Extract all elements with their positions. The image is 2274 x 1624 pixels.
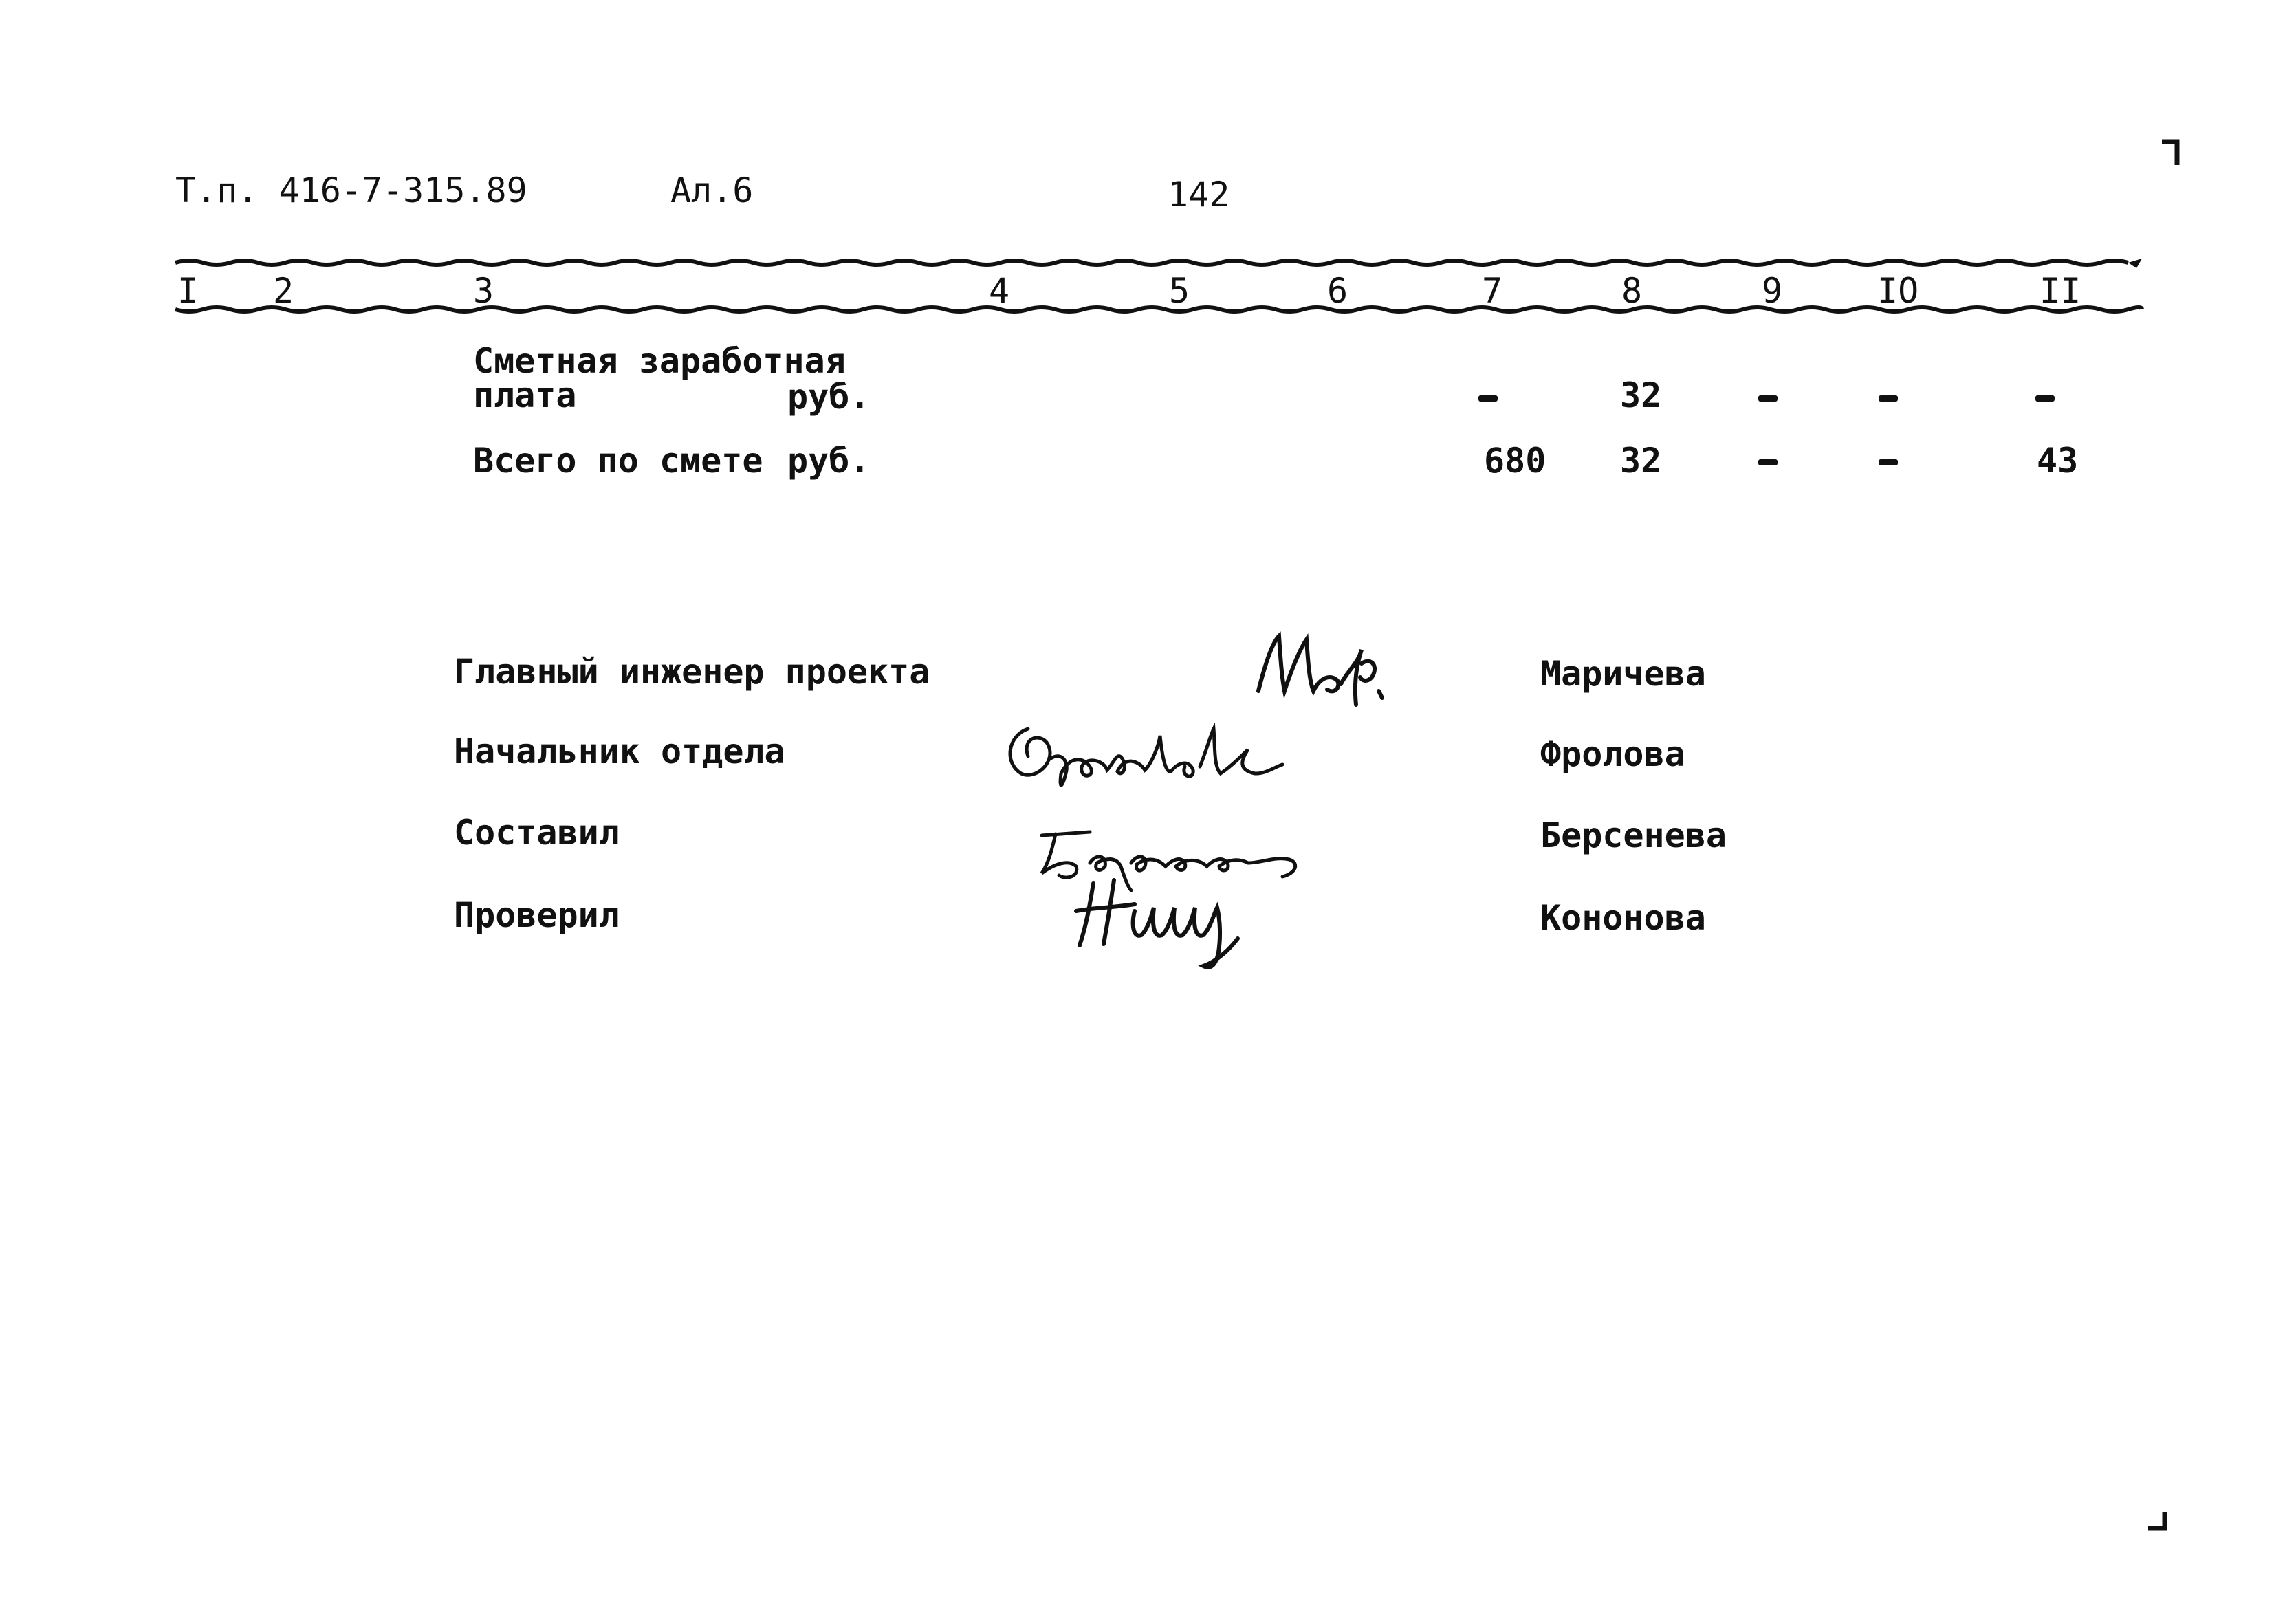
column-number-7: 7 [1482,271,1503,311]
signature-role-checked-by: Проверил [454,895,620,935]
column-number-4: 4 [989,271,1010,311]
value-col8: 32 [1620,375,1662,415]
table-rule-bottom [175,303,2142,309]
table-rule-top [175,256,2142,263]
album-number: Ал.6 [670,171,754,210]
dash-mark-col9 [1758,459,1778,465]
signature-name-maricheva: Маричева [1540,654,1706,694]
signature-name-frolova: Фролова [1540,734,1685,774]
handwritten-signature-maricheva [1251,622,1403,712]
value-col7: 680 [1484,441,1546,481]
row-label-line2: плата [473,375,577,415]
column-number-6: 6 [1327,271,1348,311]
row-label-line1: Сметная заработная [473,341,846,381]
page-number: 142 [1168,175,1230,215]
column-number-1: I [177,271,199,311]
corner-mark-bottom-right [2145,1509,2173,1537]
dash-mark-col10 [1879,395,1898,402]
handwritten-signature-frolova [1001,708,1296,791]
handwritten-signature-kononova [1073,870,1279,973]
column-number-11: II [2040,271,2081,311]
signature-role-chief-engineer: Главный инженер проекта [454,652,930,692]
value-col8: 32 [1620,441,1662,481]
signature-role-compiled-by: Составил [454,813,620,853]
column-number-3: 3 [473,271,494,311]
dash-mark-col10 [1879,459,1898,465]
column-number-9: 9 [1762,271,1783,311]
column-number-5: 5 [1169,271,1190,311]
row-unit: руб. [787,441,871,481]
document-reference: Т.п. 416-7-315.89 [175,171,527,210]
signature-name-kononova: Кононова [1540,898,1706,938]
dash-mark-col11 [2035,395,2055,402]
row-label: Всего по смете [473,441,763,481]
column-number-10: IO [1877,271,1919,311]
corner-mark-top-right [2159,138,2187,172]
dash-mark-col9 [1758,395,1778,402]
value-col11: 43 [2037,441,2079,481]
row-unit: руб. [787,377,871,417]
dash-mark-col7 [1478,395,1498,402]
column-number-8: 8 [1621,271,1643,311]
column-number-2: 2 [273,271,294,311]
signature-name-berseneva: Берсенева [1540,815,1727,855]
signature-role-department-head: Начальник отдела [454,732,785,771]
